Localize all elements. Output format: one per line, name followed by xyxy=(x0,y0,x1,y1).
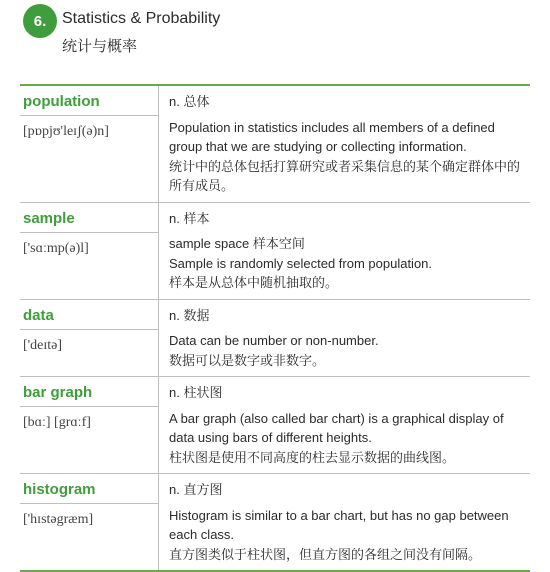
part-of-speech: n. 柱状图 xyxy=(169,385,223,400)
part-of-speech: n. 直方图 xyxy=(169,482,223,497)
term-pronunciation: [pɒpjʊ'leɪʃ(ə)n] xyxy=(23,124,109,139)
term-pronunciation: ['hɪstəgræm] xyxy=(23,512,94,527)
term-pronunciation: ['sɑːmp(ə)l] xyxy=(23,240,89,256)
part-of-speech: n. 样本 xyxy=(169,210,210,226)
definition-text: Sample is randomly selected from population. xyxy=(169,255,433,271)
term-word: population xyxy=(20,86,158,116)
definition-text: 数据可以是数字或非数字。 xyxy=(169,352,326,368)
definition-text: Data can be number or non-number. xyxy=(169,333,379,348)
definition-text: Histogram is similar to a bar chart, but has no gap between each class. xyxy=(169,507,509,542)
definition-cell xyxy=(159,86,530,202)
definition-cell xyxy=(159,300,530,377)
definition-text: 柱状图是使用不同高度的柱去显示数据的曲线图。 xyxy=(169,449,456,465)
part-of-speech: n. 总体 xyxy=(169,94,210,109)
definition-text: 样本是从总体中随机抽取的。 xyxy=(169,275,339,290)
definition-text: Population in statistics includes all members of a defined group that we are studying or collecting information. xyxy=(169,119,495,154)
part-of-speech: n. 数据 xyxy=(169,307,210,323)
definition-text: A bar graph (also called bar chart) is a graphical display of data using bars of different heights. xyxy=(169,410,504,445)
term-word: histogram xyxy=(20,474,158,504)
term-cell xyxy=(20,377,159,473)
glossary-row xyxy=(20,203,530,300)
definition-text: 直方图类似于柱状图，但直方图的各组之间没有间隔。 xyxy=(169,546,482,562)
glossary-row xyxy=(20,86,530,203)
term-cell xyxy=(20,86,159,202)
term-cell xyxy=(20,474,159,570)
definition-cell xyxy=(159,377,530,473)
section-header xyxy=(0,0,550,70)
term-word: data xyxy=(20,300,158,330)
section-title-zh: 统计与概率 xyxy=(62,38,138,55)
term-word: bar graph xyxy=(20,377,158,407)
glossary-row xyxy=(20,474,530,572)
section-title-en: Statistics & Probability xyxy=(62,10,221,27)
definition-cell xyxy=(159,203,530,299)
term-cell xyxy=(20,203,159,299)
term-word: sample xyxy=(20,203,158,233)
glossary-table xyxy=(20,84,530,572)
glossary-row xyxy=(20,377,530,474)
glossary-row xyxy=(20,300,530,378)
section-number-badge: 6. xyxy=(23,4,57,38)
definition-text: sample space 样本空间 xyxy=(169,236,305,251)
term-pronunciation: [bɑː] [grɑːf] xyxy=(23,415,91,430)
term-cell xyxy=(20,300,159,377)
definition-text: 统计中的总体包括打算研究或者采集信息的某个确定群体中的所有成员。 xyxy=(169,158,521,193)
definition-cell xyxy=(159,474,530,570)
term-pronunciation: ['deɪtə] xyxy=(23,337,63,353)
